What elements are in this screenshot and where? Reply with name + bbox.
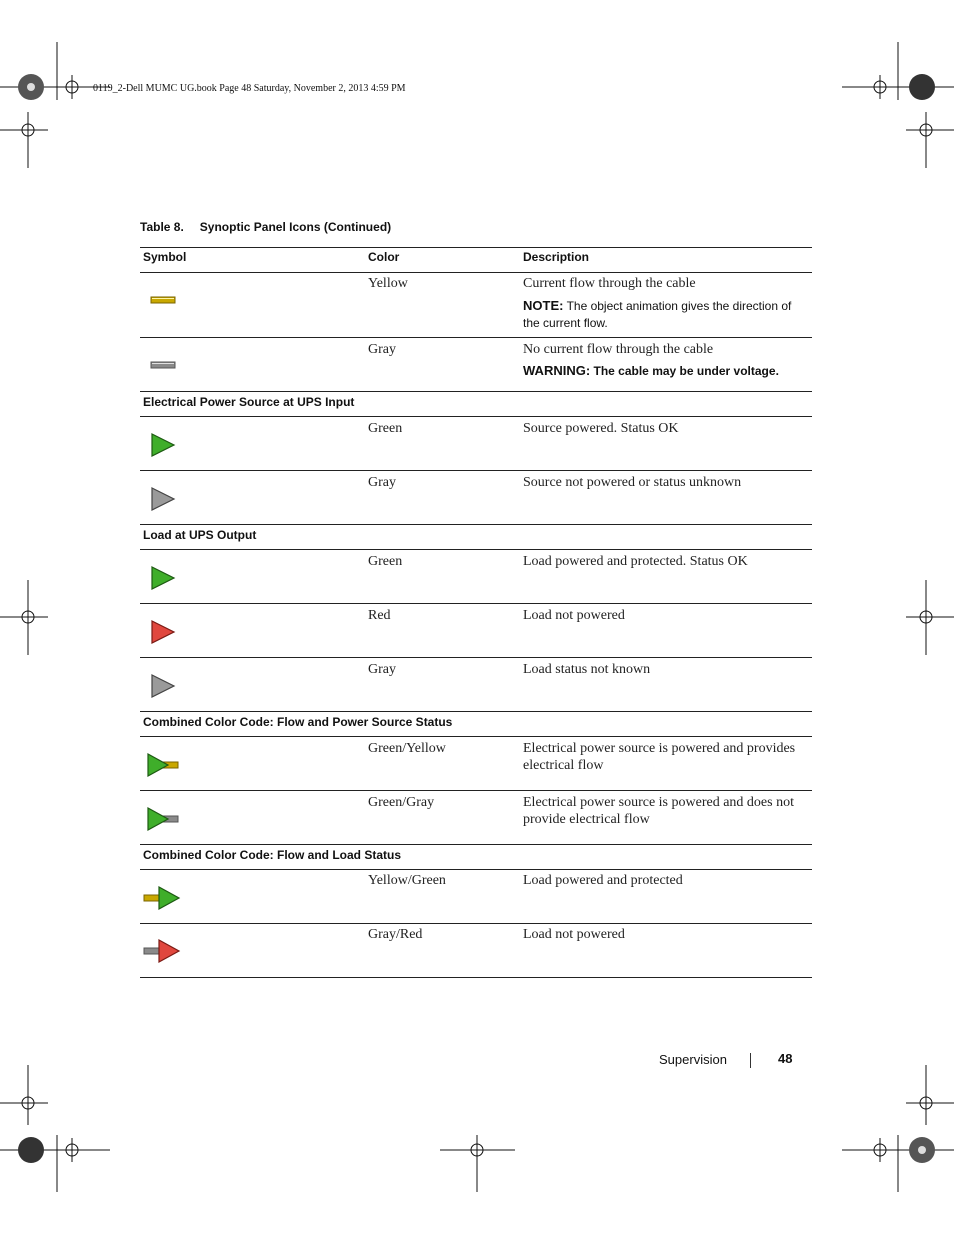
description-cell: Current flow through the cable: [523, 276, 696, 291]
color-cell: Green: [368, 421, 403, 436]
description-cell: Load powered and protected. Status OK: [523, 554, 748, 569]
color-cell: Green: [368, 554, 403, 569]
description-cell: Source powered. Status OK: [523, 421, 679, 436]
warning-label: WARNING:: [523, 363, 591, 378]
table-rule: [140, 272, 812, 273]
table-rule: [140, 524, 812, 525]
red-triangle-icon: [150, 619, 176, 645]
section-title: Electrical Power Source at UPS Input: [143, 395, 355, 409]
column-header-description: Description: [523, 250, 590, 264]
table-rule: [140, 470, 812, 471]
table-rule: [140, 923, 812, 924]
description-cell: Source not powered or status unknown: [523, 475, 742, 490]
description-cell: Load status not known: [523, 662, 651, 677]
column-header-symbol: Symbol: [143, 250, 187, 264]
warning-text: The cable may be under voltage.: [590, 364, 779, 378]
footer-section-label: Supervision: [659, 1052, 727, 1067]
caption-title: Synoptic Panel Icons (Continued): [199, 220, 392, 234]
table-rule: [140, 736, 812, 737]
note-text: The object animation gives the direction of the current flow.: [523, 299, 792, 330]
footer-separator: [750, 1053, 751, 1068]
gray-triangle-icon: [150, 486, 176, 512]
description-cell: Electrical power source is powered and does not provide electrical flow: [523, 795, 794, 827]
table-rule: [140, 977, 812, 978]
gray-cable-red-triangle-icon: [143, 938, 181, 964]
table-rule: [140, 337, 812, 338]
description-cell: No current flow through the cable: [523, 342, 714, 357]
caption-label: Table 8.: [140, 220, 184, 234]
table-rule: [140, 549, 812, 550]
yellow-cable-icon: [150, 294, 176, 306]
green-triangle-icon: [150, 432, 176, 458]
color-cell: Gray: [368, 342, 396, 357]
page-number: 48: [778, 1051, 793, 1066]
section-title: Load at UPS Output: [143, 528, 257, 542]
note-label: NOTE:: [523, 298, 564, 313]
table-caption: [140, 220, 391, 234]
section-title: Combined Color Code: Flow and Power Source Status: [143, 715, 453, 729]
description-cell: Load powered and protected: [523, 873, 683, 888]
table-rule: [140, 711, 812, 712]
table-rule: [140, 391, 812, 392]
color-cell: Yellow: [368, 276, 408, 291]
color-cell: Yellow/Green: [368, 873, 446, 888]
color-cell: Gray/Red: [368, 927, 423, 942]
table-rule: [140, 790, 812, 791]
description-cell: Load not powered: [523, 927, 625, 942]
gray-triangle-icon: [150, 673, 176, 699]
yellow-cable-green-triangle-icon: [143, 885, 181, 911]
table-rule: [140, 247, 812, 248]
table-rule: [140, 869, 812, 870]
warning: [523, 362, 811, 380]
description-cell: Electrical power source is powered and provides electrical flow: [523, 741, 796, 773]
table-rule: [140, 603, 812, 604]
table-rule: [140, 416, 812, 417]
note: [523, 297, 811, 332]
green-triangle-gray-cable-icon: [146, 806, 180, 832]
color-cell: Gray: [368, 475, 396, 490]
color-cell: Red: [368, 608, 391, 623]
section-title: Combined Color Code: Flow and Load Status: [143, 848, 401, 862]
gray-cable-icon: [150, 359, 176, 371]
print-header: 0119_2-Dell MUMC UG.book Page 48 Saturday, November 2, 2013 4:59 PM: [93, 83, 406, 94]
color-cell: Green/Gray: [368, 795, 435, 810]
table-rule: [140, 844, 812, 845]
column-header-color: Color: [368, 250, 400, 264]
green-triangle-icon: [150, 565, 176, 591]
description-cell: Load not powered: [523, 608, 625, 623]
green-triangle-yellow-cable-icon: [146, 752, 180, 778]
color-cell: Green/Yellow: [368, 741, 446, 756]
color-cell: Gray: [368, 662, 396, 677]
table-rule: [140, 657, 812, 658]
